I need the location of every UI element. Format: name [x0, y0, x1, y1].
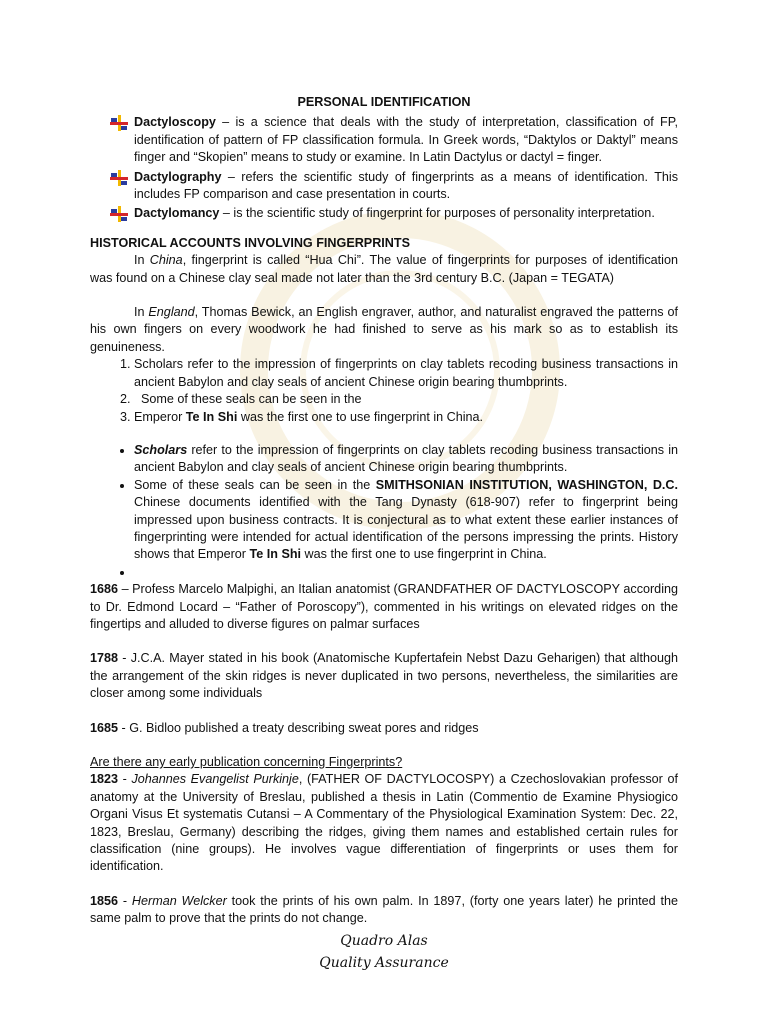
entry-year: 1788	[90, 651, 119, 666]
section-heading: HISTORICAL ACCOUNTS INVOLVING FINGERPRINTS	[90, 235, 410, 250]
entry-1788: 1788 - J.C.A. Mayer stated in his book (Anatomische Kupfertafein Nebst Dazu Geharigen) that although the arrangement of the skin ridges is never duplicated in two persons, nevertheless, the similarities are closer among some individuals	[90, 651, 678, 701]
definition-list	[90, 114, 678, 222]
person-name: Johannes Evangelist Purkinje	[131, 772, 299, 787]
cross-flag-icon	[110, 170, 128, 186]
question-heading: Are there any early publication concerning Fingerprints?	[90, 755, 403, 769]
signature-line-1: Quadro Alas	[340, 933, 428, 949]
document-body	[90, 94, 678, 928]
entry-1856: 1856 - Herman Welcker took the prints of his own palm. In 1897, (forty one years later) he printed the same palm to prove that the prints do not change.	[90, 893, 678, 926]
entry-year: 1823	[90, 772, 119, 787]
list-item: • Some of these seals can be seen in the SMITHSONIAN INSTITUTION, WASHINGTON, D.C. Chinese documents identified with the Tang Dynasty (618-907) refer to fingerprint being impressed upon business contracts. It is conjectural as to what extent these earlier instances of fingerprinting were intended for actual identification of the persons impressing the prints. History shows that Emperor Te In Shi was the first one to use fingerprint in China.	[134, 477, 678, 564]
definition-term: Dactyloscopy	[134, 115, 216, 130]
cross-flag-icon	[110, 206, 128, 222]
cross-flag-icon	[110, 115, 128, 131]
definition-text: – refers the scientific study of fingerprints as a means of identification. This includes FP comparison and case presentation in courts.	[134, 169, 678, 202]
place-name: England	[148, 305, 195, 320]
definition-item	[134, 205, 678, 222]
entry-year: 1686	[90, 582, 119, 597]
signature-line-2: Quality Assurance	[319, 955, 449, 971]
list-item	[134, 564, 678, 581]
entry-1685: 1685 - G. Bidloo published a treaty describing sweat pores and ridges	[90, 720, 479, 735]
numbered-list	[90, 356, 678, 426]
list-item: 3. Emperor Te In Shi was the first one to use fingerprint in China.	[134, 409, 678, 426]
entry-1823: 1823 - Johannes Evangelist Purkinje, (FATHER OF DACTYLOCOSPY) a Czechoslovakian professor of anatomy at the University of Breslau, published a thesis in Latin (Commentio de Examine Physiogico Organi Visus Et systematis Cutansi – A Commentary of the Physiological Examination System: Dec. 22, 1823, Breslau, Germany) describing the ridges, giving them names and established certain rules for classification (nine groups). He involves vague differentiation of fingerprints or uses them for identification.	[90, 772, 678, 874]
list-item: 2. Some of these seals can be seen in the	[134, 391, 678, 408]
definition-term: Dactylomancy	[134, 206, 220, 221]
entry-1686: 1686 – Profess Marcelo Malpighi, an Italian anatomist (GRANDFATHER OF DACTYLOSCOPY according to Dr. Edmond Locard – “Father of Poroscopy”), commented in his writings on elevated ridges on the fingertips and alluded to diverse figures on palmar surfaces	[90, 582, 678, 631]
bullet-list	[90, 442, 678, 581]
entry-year: 1856	[90, 893, 119, 908]
page-title: PERSONAL IDENTIFICATION	[297, 95, 471, 109]
list-item: • Scholars refer to the impression of fingerprints on clay tablets recoding business transactions in ancient Babylon and clay seals of ancient Chinese origin bearing thumbprints.	[134, 442, 678, 477]
definition-text: – is a science that deals with the study of interpretation, classification of FP, identification of pattern of FP classification formula. In Greek words, “Daktylos or Daktyl” means finger and “Skopien” means to study or examine. In Latin Dactylus or dactyl = finger.	[134, 115, 678, 165]
definition-term: Dactylography	[134, 169, 222, 184]
person-name: Herman Welcker	[131, 893, 227, 908]
definition-text: – is the scientific study of fingerprint for purposes of personality interpretation.	[219, 206, 655, 221]
entry-year: 1685	[90, 720, 119, 735]
definition-item	[134, 114, 678, 166]
place-name: China	[149, 253, 183, 268]
list-item: 1. Scholars refer to the impression of fingerprints on clay tablets recoding business transactions in ancient Babylon and clay seals of ancient Chinese origin bearing thumbprints.	[134, 356, 678, 391]
china-paragraph: In China, fingerprint is called “Hua Chi”. The value of fingerprints for purposes of identification was found on a Chinese clay seal made not later than the 3rd century B.C. (Japan = TEGATA)	[90, 253, 678, 285]
definition-item	[134, 169, 678, 204]
signature-block	[0, 930, 768, 974]
england-paragraph: In England, Thomas Bewick, an English engraver, author, and naturalist engraved the patterns of his own fingers on every woodwork he had finished to serve as his mark so as to establish its genuineness.	[90, 305, 678, 354]
